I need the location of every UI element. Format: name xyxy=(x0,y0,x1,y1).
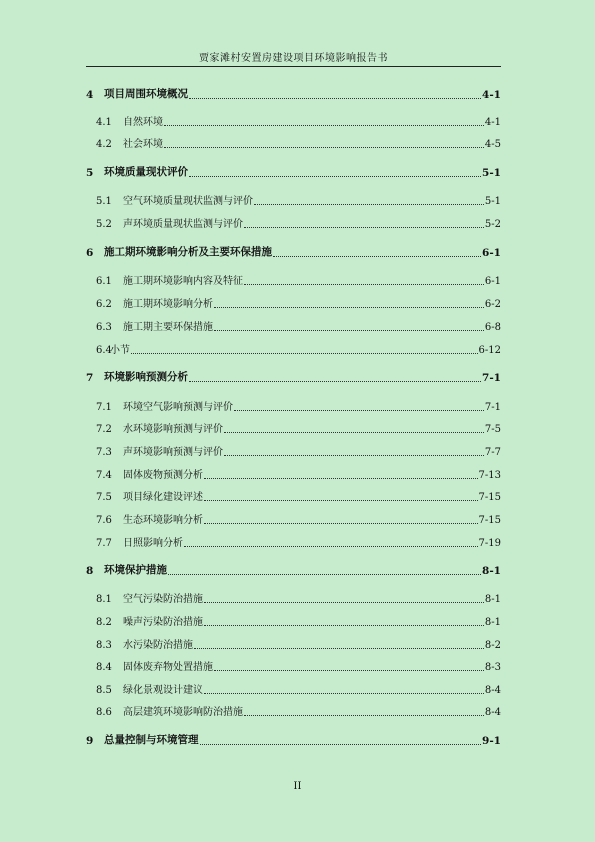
toc-dot-leader xyxy=(189,175,481,177)
toc-entry-number: 7.2 xyxy=(96,424,112,435)
toc-page-number: 7-1 xyxy=(482,372,501,384)
toc-page-number: 8-1 xyxy=(484,594,501,605)
toc-dot-leader xyxy=(204,522,478,524)
toc-entry-title: 施工期主要环保措施 xyxy=(123,322,213,333)
toc-entry-number: 8.3 xyxy=(96,640,112,651)
toc-section-entry[interactable] xyxy=(0,420,595,435)
toc-dot-leader xyxy=(204,692,484,694)
toc-entry-title: 绿化景观设计建议 xyxy=(123,685,203,696)
toc-page-number: 6-12 xyxy=(478,345,501,356)
toc-entry-title: 日照影响分析 xyxy=(123,538,183,549)
toc-entry-title: 声环境影响预测与评价 xyxy=(123,447,223,458)
toc-page-number: 7-7 xyxy=(484,447,501,458)
toc-entry-number: 8.4 xyxy=(96,662,112,673)
toc-section-entry[interactable] xyxy=(0,443,595,458)
toc-entry-number: 8.1 xyxy=(96,594,112,605)
toc-entry-number: 7.5 xyxy=(96,492,112,503)
toc-section-entry[interactable] xyxy=(0,192,595,207)
toc-page-number: 8-1 xyxy=(482,565,501,577)
toc-page-number: 8-2 xyxy=(484,640,501,651)
toc-dot-leader xyxy=(184,545,478,547)
toc-page-number: 6-1 xyxy=(484,276,501,287)
toc-dot-leader xyxy=(224,454,484,456)
toc-dot-leader xyxy=(164,124,484,126)
toc-chapter-entry[interactable] xyxy=(0,562,595,577)
toc-entry-title: 施工期环境影响内容及特征 xyxy=(123,276,243,287)
toc-chapter-entry[interactable] xyxy=(0,164,595,179)
toc-entry-number: 4 xyxy=(86,89,94,101)
toc-entry-title: 施工期环境影响分析及主要环保措施 xyxy=(104,246,272,258)
toc-dot-leader xyxy=(189,380,481,382)
toc-page-number: 6-2 xyxy=(484,299,501,310)
toc-dot-leader xyxy=(204,601,484,603)
toc-entry-number: 6 xyxy=(86,247,94,259)
toc-section-entry[interactable] xyxy=(0,681,595,696)
toc-dot-leader xyxy=(131,352,478,354)
toc-dot-leader xyxy=(224,431,484,433)
toc-dot-leader xyxy=(168,573,481,575)
toc-section-entry[interactable] xyxy=(0,295,595,310)
toc-section-entry[interactable] xyxy=(0,113,595,128)
toc-chapter-entry[interactable] xyxy=(0,244,595,259)
toc-dot-leader xyxy=(214,306,484,308)
toc-entry-title: 小节 xyxy=(110,345,130,356)
toc-section-entry[interactable] xyxy=(0,398,595,413)
toc-chapter-entry[interactable] xyxy=(0,732,595,747)
toc-entry-number: 9 xyxy=(86,735,94,747)
page-number: II xyxy=(293,781,302,792)
toc-entry-number: 7.1 xyxy=(96,402,112,413)
toc-page-number: 6-8 xyxy=(484,322,501,333)
toc-page-number: 8-4 xyxy=(484,707,501,718)
toc-page-number: 8-4 xyxy=(484,685,501,696)
toc-section-entry[interactable] xyxy=(0,636,595,651)
toc-entry-title: 水污染防治措施 xyxy=(123,640,193,651)
toc-entry-number: 7.4 xyxy=(96,470,112,481)
toc-entry-number: 8.2 xyxy=(96,617,112,628)
toc-dot-leader xyxy=(194,647,484,649)
toc-entry-title: 环境质量现状评价 xyxy=(104,166,188,178)
toc-entry-title: 空气环境质量现状监测与评价 xyxy=(123,196,253,207)
toc-section-entry[interactable] xyxy=(0,318,595,333)
toc-page-number: 4-1 xyxy=(482,89,501,101)
toc-dot-leader xyxy=(204,499,478,501)
toc-entry-title: 环境空气影响预测与评价 xyxy=(123,402,233,413)
toc-entry-number: 7 xyxy=(86,372,94,384)
toc-dot-leader xyxy=(244,714,484,716)
toc-page-number: 7-13 xyxy=(478,470,501,481)
toc-entry-number: 7.3 xyxy=(96,447,112,458)
toc-dot-leader xyxy=(214,329,484,331)
toc-entry-title: 声环境质量现状监测与评价 xyxy=(123,219,243,230)
toc-entry-title: 社会环境 xyxy=(123,139,163,150)
toc-section-entry[interactable] xyxy=(0,488,595,503)
toc-entry-number: 6.1 xyxy=(96,276,112,287)
toc-page-number: 9-1 xyxy=(482,735,501,747)
toc-entry-number: 4.1 xyxy=(96,117,112,128)
toc-entry-number: 7.6 xyxy=(96,515,112,526)
toc-page-number: 5-1 xyxy=(484,196,501,207)
toc-entry-title: 环境影响预测分析 xyxy=(104,371,188,383)
toc-entry-title: 环境保护措施 xyxy=(104,564,167,576)
toc-entry-number: 6.2 xyxy=(96,299,112,310)
toc-entry-title: 施工期环境影响分析 xyxy=(123,299,213,310)
toc-page-number: 5-1 xyxy=(482,167,501,179)
toc-entry-title: 项目绿化建设评述 xyxy=(123,492,203,503)
toc-entry-title: 空气污染防治措施 xyxy=(123,594,203,605)
toc-dot-leader xyxy=(189,97,481,99)
toc-section-entry[interactable] xyxy=(0,135,595,150)
toc-page-number: 7-5 xyxy=(484,424,501,435)
toc-dot-leader xyxy=(234,409,484,411)
toc-dot-leader xyxy=(254,203,484,205)
toc-entry-title: 噪声污染防治措施 xyxy=(123,617,203,628)
toc-section-entry[interactable] xyxy=(0,703,595,718)
toc-dot-leader xyxy=(273,255,481,257)
toc-entry-number: 8.5 xyxy=(96,685,112,696)
toc-entry-title: 自然环境 xyxy=(123,117,163,128)
toc-page-number: 7-15 xyxy=(478,492,501,503)
toc-entry-number: 7.7 xyxy=(96,538,112,549)
toc-dot-leader xyxy=(214,669,484,671)
toc-section-entry[interactable] xyxy=(0,613,595,628)
toc-entry-number: 5.2 xyxy=(96,219,112,230)
toc-entry-title: 固体废物预测分析 xyxy=(123,470,203,481)
toc-dot-leader xyxy=(164,146,484,148)
toc-page-number: 7-19 xyxy=(478,538,501,549)
toc-section-entry[interactable] xyxy=(0,511,595,526)
toc-chapter-entry[interactable] xyxy=(0,369,595,384)
toc-section-entry[interactable] xyxy=(0,272,595,287)
toc-entry-title: 高层建筑环境影响防治措施 xyxy=(123,707,243,718)
toc-entry-title: 总量控制与环境管理 xyxy=(104,734,199,746)
toc-dot-leader xyxy=(200,743,482,745)
toc-page-number: 8-1 xyxy=(484,617,501,628)
toc-page-number: 7-15 xyxy=(478,515,501,526)
toc-section-entry[interactable] xyxy=(0,341,595,356)
toc-dot-leader xyxy=(204,477,478,479)
toc-dot-leader xyxy=(244,283,484,285)
toc-entry-number: 4.2 xyxy=(96,139,112,150)
toc-page-number: 5-2 xyxy=(484,219,501,230)
toc-section-entry[interactable] xyxy=(0,534,595,549)
toc-entry-number: 6.4 xyxy=(96,345,112,356)
toc-chapter-entry[interactable] xyxy=(0,86,595,101)
toc-section-entry[interactable] xyxy=(0,215,595,230)
toc-section-entry[interactable] xyxy=(0,466,595,481)
toc-page-number: 8-3 xyxy=(484,662,501,673)
toc-entry-title: 生态环境影响分析 xyxy=(123,515,203,526)
running-header: 贾家滩村安置房建设项目环境影响报告书 xyxy=(199,53,388,64)
toc-page-number: 4-5 xyxy=(484,139,501,150)
toc-entry-number: 8 xyxy=(86,565,94,577)
toc-entry-number: 5.1 xyxy=(96,196,112,207)
toc-section-entry[interactable] xyxy=(0,658,595,673)
toc-page-number: 7-1 xyxy=(484,402,501,413)
toc-entry-title: 固体废弃物处置措施 xyxy=(123,662,213,673)
toc-entry-number: 5 xyxy=(86,167,94,179)
toc-dot-leader xyxy=(244,226,484,228)
toc-entry-number: 8.6 xyxy=(96,707,112,718)
toc-entry-number: 6.3 xyxy=(96,322,112,333)
toc-page-number: 4-1 xyxy=(484,117,501,128)
toc-section-entry[interactable] xyxy=(0,590,595,605)
toc-page-number: 6-1 xyxy=(482,247,501,259)
toc-entry-title: 水环境影响预测与评价 xyxy=(123,424,223,435)
toc-entry-title: 项目周围环境概况 xyxy=(104,88,188,100)
toc-dot-leader xyxy=(204,624,484,626)
